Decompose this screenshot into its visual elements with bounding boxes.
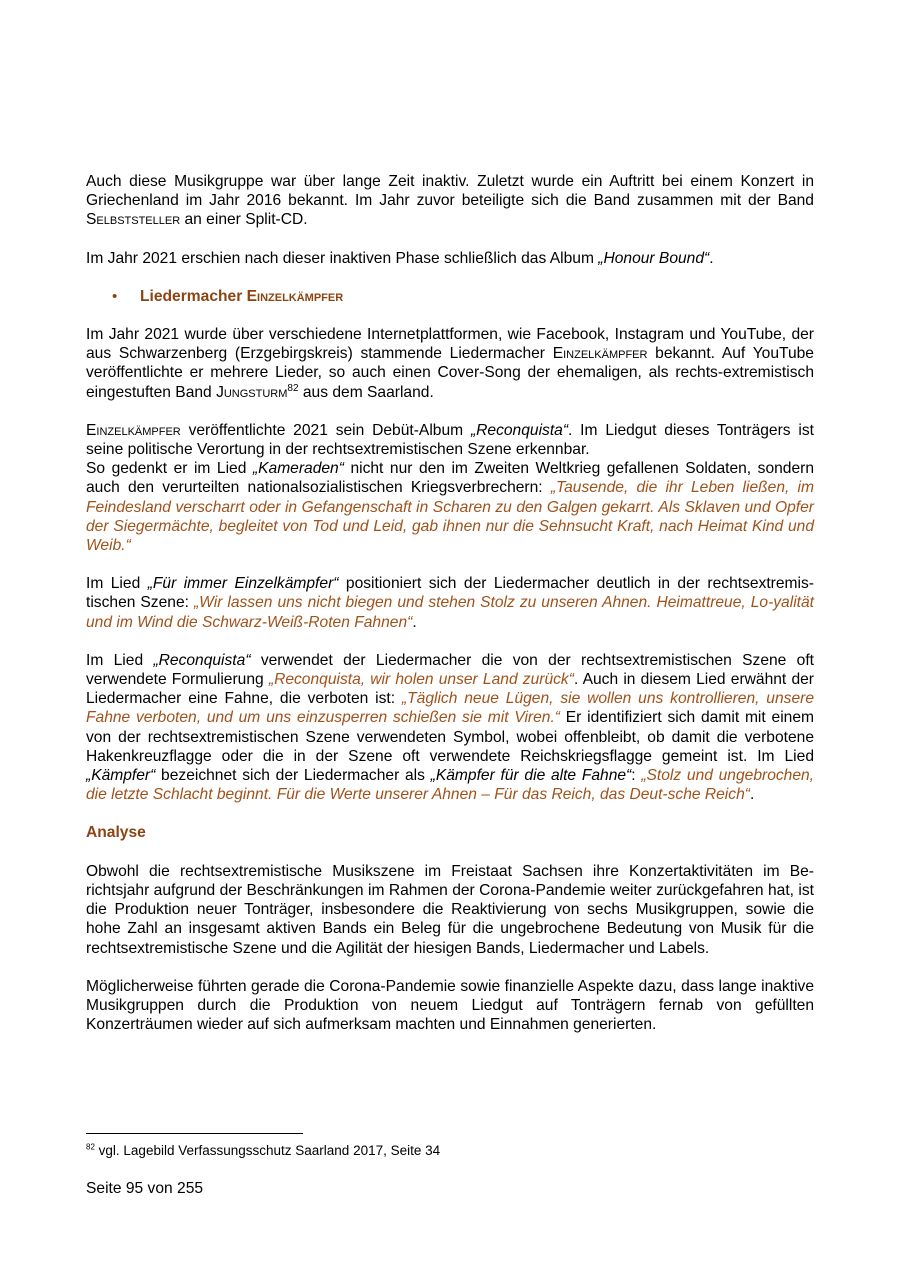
- text: Im Lied: [86, 651, 154, 669]
- text: :: [631, 767, 642, 785]
- lyric-quote: „Stolz und ungebrochen, die letzte Schlacht beginnt. Für die Werte unserer Ahnen – Für das Reich, das Deut-sche Reich“: [86, 767, 815, 804]
- text: . Auch in diesem Lied erwähnt der Liedermacher eine Fahne, die verboten ist:: [86, 671, 814, 708]
- bullet-item: [86, 287, 814, 306]
- album-title: „Reconquista“: [470, 421, 569, 439]
- lyric-quote: „Reconquista, wir holen unser Land zurück“: [268, 671, 574, 689]
- artist-name: Einzelkämpfer: [552, 345, 648, 363]
- text: Im Jahr 2021 wurde über verschiedene Internetplattformen, wie Facebook, Instagram und YouTube, der aus Schwarzenberg (Erzgebirgskreis) stammende Liedermacher: [86, 326, 814, 363]
- text: .: [749, 786, 755, 804]
- text: Er identifiziert sich damit mit einem von der rechtsextremistischen Szene verwendeten Symbol, wobei offenbleibt, ob damit die verbotene Hakenkreuzflagge oder die in der Szene oft verwendete Reichskriegsflagge gemeint ist. Im Lied: [86, 709, 814, 765]
- main-text: [86, 172, 814, 1053]
- lyric-quote: „Täglich neue Lügen, sie wollen uns kontrollieren, unsere Fahne verboten, und um uns einzusperren schießen sie mit Viren.“: [86, 690, 814, 727]
- song-title: „Kameraden“: [252, 460, 344, 478]
- paragraph-5: [86, 459, 814, 555]
- page-number: Seite 95 von 255: [86, 1180, 204, 1197]
- text: Liedermacher: [140, 287, 247, 305]
- paragraph-3: [86, 325, 814, 402]
- paragraph-2: [86, 249, 814, 268]
- text: bekannt. Auf YouTube veröffentlichte er mehrere Lieder, so auch einen Cover-Song der ehemaligen, als rechts-extremistisch eingestuften Band: [86, 345, 814, 401]
- footnote-text: vgl. Lagebild Verfassungsschutz Saarland 2017, Seite 34: [94, 1143, 441, 1158]
- footnote-number: 82: [86, 1142, 95, 1152]
- text: Im Jahr 2021 erschien nach dieser inaktiven Phase schließlich das Album: [86, 249, 599, 267]
- song-title: „Kämpfer“: [86, 767, 156, 785]
- paragraph-9: Möglicherweise führten gerade die Corona-Pandemie sowie finanzielle Aspekte dazu, dass lange inaktive Musikgruppen durch die Produktion von neuem Liedgut auf Tonträgern fernab von gefüllten Konzerträumen wieder auf sich aufmerksam machten und Einnahmen generierten.: [86, 977, 814, 1034]
- text: .: [709, 249, 714, 267]
- text: positioniert sich der Liedermacher deutlich in der rechtsextremis-tischen Szene:: [86, 575, 814, 612]
- paragraph-7: [86, 651, 814, 805]
- footnote: [86, 1142, 440, 1160]
- song-title: „Reconquista“: [153, 651, 251, 669]
- text: veröffentlichte 2021 sein Debüt-Album: [180, 421, 471, 439]
- artist-name: Einzelkämpfer: [246, 287, 344, 305]
- text: . Im Liedgut dieses Tonträgers ist seine politische Verortung in der rechtsextremistischen Szene erkennbar.: [86, 421, 814, 459]
- paragraph-1: [86, 172, 814, 230]
- section-heading: Analyse: [86, 824, 146, 842]
- band-name: Jungsturm: [216, 383, 288, 401]
- lyric-quote: „Tausende, die ihr Leben ließen, im Feindesland verscharrt oder in Gefangenschaft in Scharen zu den Galgen gekarrt. Als Sklaven und Opfer der Siegermächte, begleitet von Tod und Leid, gab ihnen nur die Sehnsucht Kraft, nach Heimat Kind und Weib.“: [86, 479, 814, 555]
- text: Im Lied: [86, 575, 148, 593]
- lyric-quote: „Wir lassen uns nicht biegen und stehen Stolz zu unseren Ahnen. Heimattreue, Lo-yalität und im Wind die Schwarz-Weiß-Roten Fahnen“: [86, 594, 814, 631]
- song-title: „Für immer Einzelkämpfer“: [147, 575, 339, 593]
- paragraph-4: [86, 421, 814, 459]
- album-title: „Honour Bound“: [598, 249, 710, 267]
- text: Auch diese Musikgruppe war über lange Zeit inaktiv. Zuletzt wurde ein Auftritt bei einem Konzert in Griechenland im Jahr 2016 bekannt. Im Jahr zuvor beteiligte sich die Band zusammen mit der Band: [86, 173, 814, 210]
- text: So gedenkt er im Lied: [86, 460, 253, 478]
- bullet-label: [140, 287, 343, 306]
- song-phrase: „Kämpfer für die alte Fahne“: [430, 767, 632, 785]
- bullet-icon: •: [112, 287, 118, 305]
- text: aus dem Saarland.: [298, 383, 434, 401]
- band-name: Selbststeller: [86, 211, 181, 229]
- text: bezeichnet sich der Liedermacher als: [155, 767, 431, 785]
- text: verwendet der Liedermacher die von der rechtsextremistischen Szene oft verwendete Formulierung: [86, 651, 814, 689]
- text: .: [412, 613, 417, 631]
- text: nicht nur den im Zweiten Weltkrieg gefallenen Soldaten, sondern auch den verurteilten nationalsozialistischen Kriegsverbrechern:: [86, 460, 814, 497]
- footnote-divider: [86, 1133, 303, 1134]
- paragraph-6: [86, 574, 814, 632]
- paragraph-8: Obwohl die rechtsextremistische Musikszene im Freistaat Sachsen ihre Konzertaktivitäten im Be-richtsjahr aufgrund der Beschränkungen im Rahmen der Corona-Pandemie weiter zurückgefahren hat, ist die Produktion neuer Tonträger, insbesondere die Reaktivierung von sechs Musikgruppen, sowie die hohe Zahl an insgesamt aktiven Bands ein Beleg für die ungebrochene Bedeutung von Musik für die rechtsextremistische Szene und die Agilität der hiesigen Bands, Liedermacher und Labels.: [86, 862, 814, 957]
- artist-name: Einzelkämpfer: [86, 421, 181, 439]
- text: an einer Split-CD.: [180, 211, 308, 229]
- footnote-ref[interactable]: 82: [287, 382, 299, 394]
